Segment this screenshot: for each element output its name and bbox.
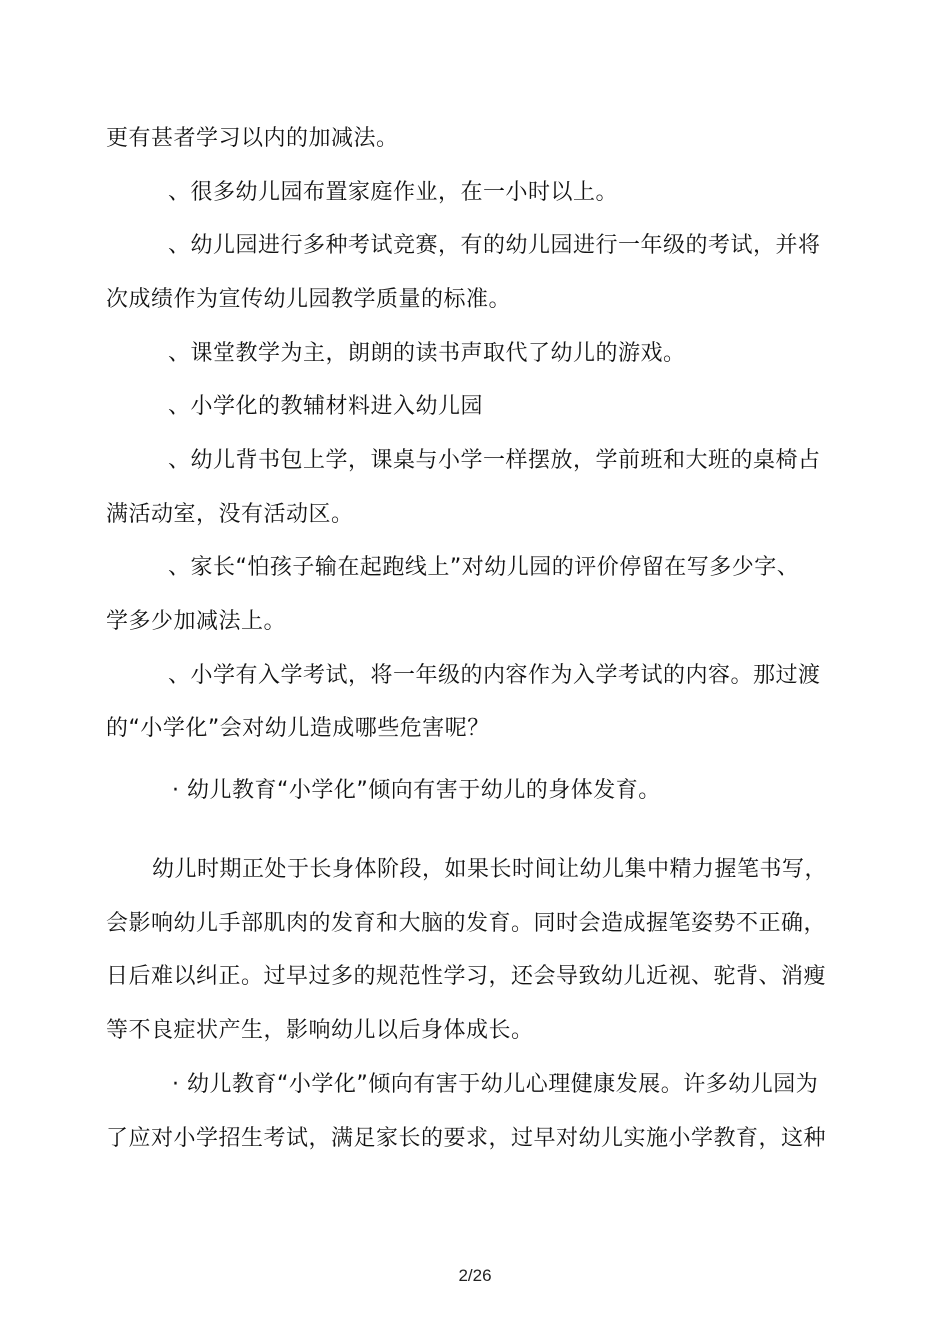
- text-line: 学多少加减法上。: [106, 609, 287, 634]
- text-line: 了应对小学招生考试，满足家长的要求，过早对幼儿实施小学教育，这种: [106, 1126, 827, 1151]
- text-line: 的“小学化”会对幼儿造成哪些危害呢？: [106, 716, 490, 741]
- text-line: 、小学化的教辅材料进入幼儿园: [168, 394, 484, 419]
- text-line: 、幼儿园进行多种考试竞赛，有的幼儿园进行一年级的考试，并将: [168, 233, 821, 258]
- text-line: 、家长“怕孩子输在起跑线上”对幼儿园的评价停留在写多少字、: [168, 555, 800, 580]
- text-line: 、课堂教学为主，朗朗的读书声取代了幼儿的游戏。: [168, 341, 686, 366]
- text-line: 、很多幼儿园布置家庭作业，在一小时以上。: [168, 180, 619, 205]
- text-line: 等不良症状产生，影响幼儿以后身体成长。: [106, 1018, 534, 1043]
- text-line: 更有甚者学习以内的加减法。: [106, 126, 399, 151]
- bullet-heading: · 幼儿教育“小学化”倾向有害于幼儿心理健康发展。许多幼儿园为: [172, 1072, 819, 1097]
- text-line: 日后难以纠正。过早过多的规范性学习，还会导致幼儿近视、驼背、消瘦: [106, 964, 827, 989]
- text-line: 会影响幼儿手部肌肉的发育和大脑的发育。同时会造成握笔姿势不正确，: [106, 911, 827, 936]
- text-line: 、小学有入学考试，将一年级的内容作为入学考试的内容。那过渡: [168, 663, 821, 688]
- text-line: 、幼儿背书包上学，课桌与小学一样摆放，学前班和大班的桌椅占: [168, 448, 821, 473]
- text-line: 幼儿时期正处于长身体阶段，如果长时间让幼儿集中精力握笔书写，: [152, 857, 828, 882]
- page-number: 2/26: [458, 1266, 492, 1285]
- text-line: 次成绩作为宣传幼儿园教学质量的标准。: [106, 287, 512, 312]
- bullet-heading: · 幼儿教育“小学化”倾向有害于幼儿的身体发育。: [172, 778, 661, 803]
- text-line: 满活动室，没有活动区。: [106, 502, 354, 527]
